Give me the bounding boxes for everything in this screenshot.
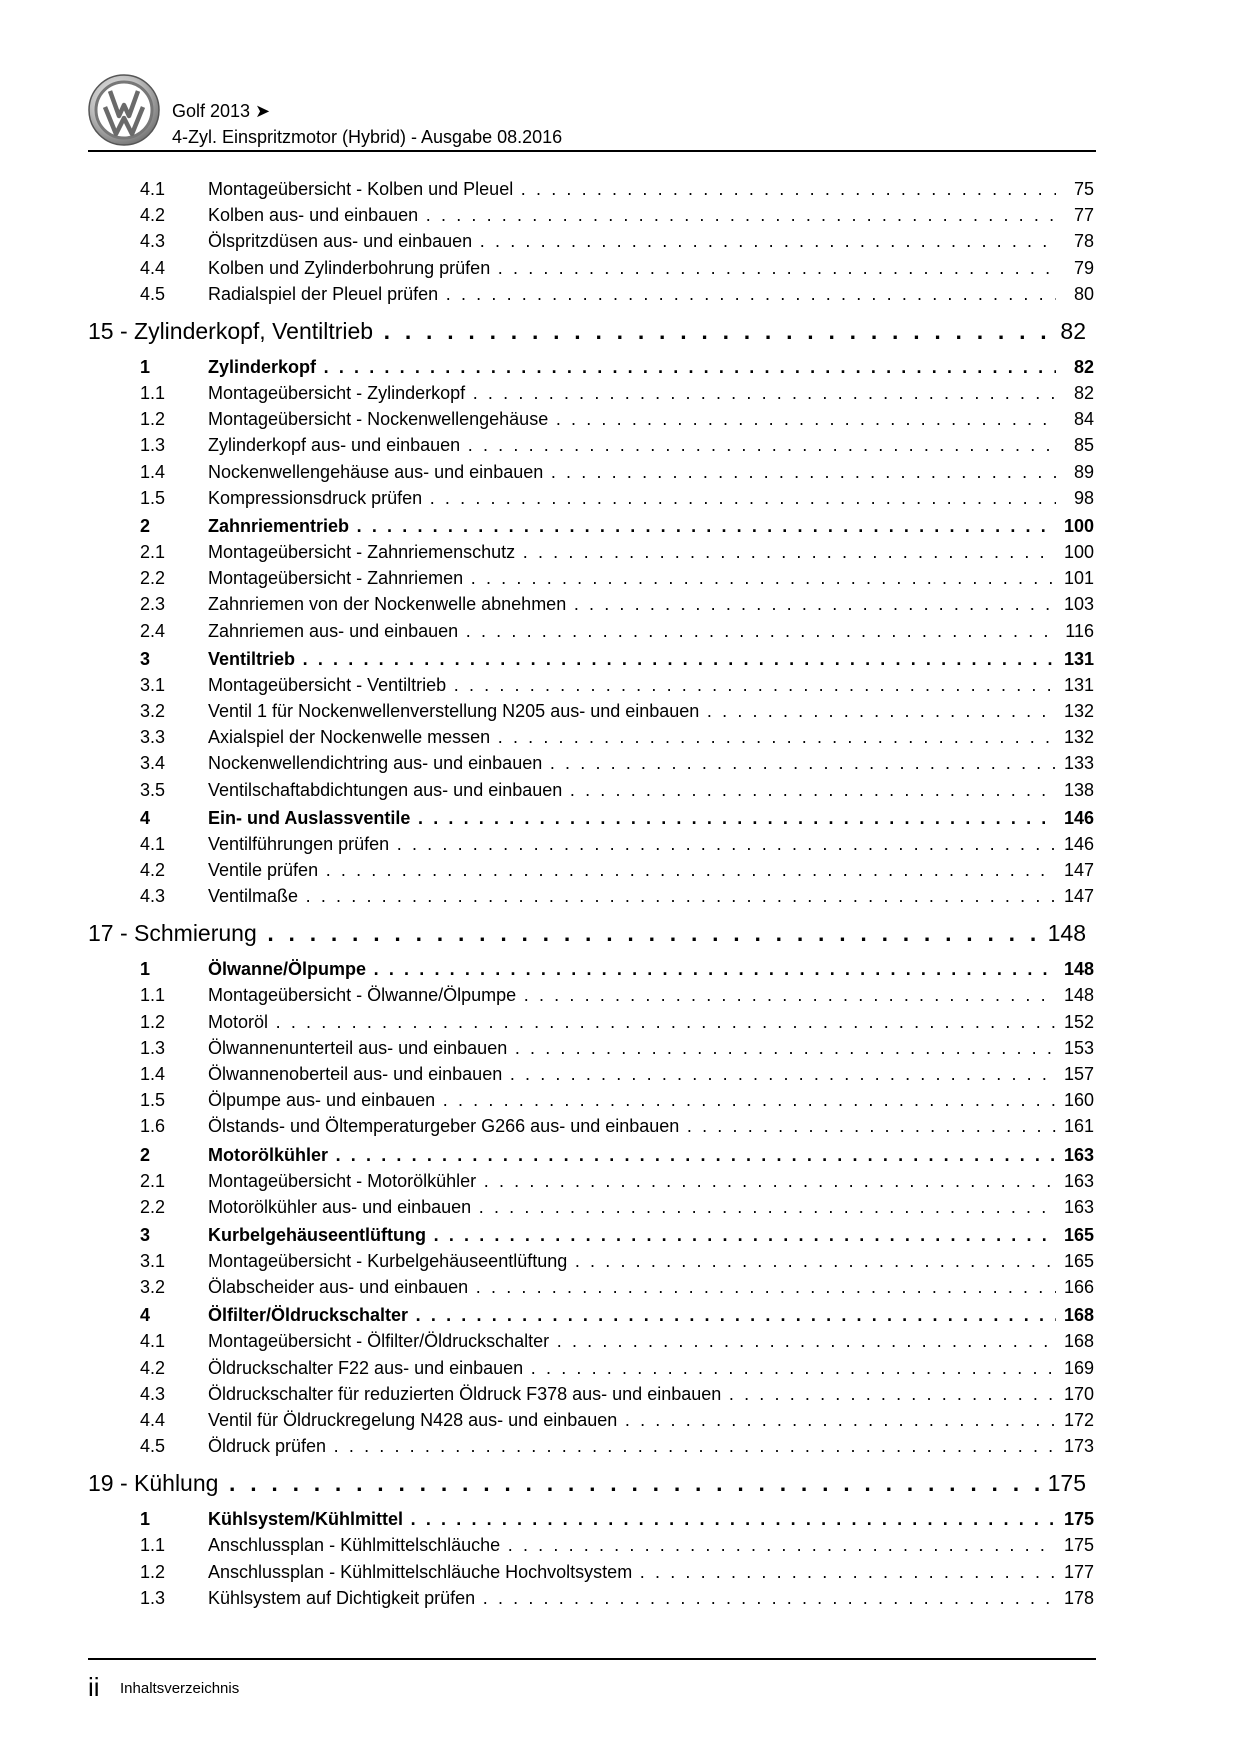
toc-page: 132	[1063, 701, 1094, 721]
toc-title: Zahnriementrieb . . .	[208, 514, 1056, 538]
toc-entry[interactable]	[140, 1586, 1100, 1610]
toc-entry[interactable]	[140, 1533, 1100, 1557]
toc-chapter-page: 82	[1060, 318, 1086, 344]
toc-page: 170	[1063, 1383, 1094, 1404]
toc-entry[interactable]	[140, 832, 1100, 856]
toc-entry[interactable]	[140, 1329, 1100, 1353]
toc-entry[interactable]	[140, 1010, 1100, 1034]
toc-page: 84	[1073, 409, 1094, 430]
toc-page: 177	[1063, 1561, 1094, 1582]
toc-title: Montageübersicht - Ölfilter/Öldruckschalter . . .	[208, 1329, 1056, 1353]
toc-number: 1.4	[140, 1064, 166, 1084]
toc-page: 146	[1063, 807, 1094, 828]
toc-number: 2.1	[140, 1170, 166, 1191]
toc-number: 1.1	[140, 985, 166, 1006]
toc-entry[interactable]	[140, 460, 1100, 484]
toc-entry[interactable]	[140, 1408, 1100, 1432]
toc-entry[interactable]	[140, 256, 1100, 280]
toc-section[interactable]	[140, 647, 1100, 671]
toc-title: Anschlussplan - Kühlmittelschläuche . . .	[208, 1533, 1056, 1557]
toc-entry[interactable]	[140, 1356, 1100, 1380]
toc-page: 166	[1063, 1277, 1094, 1298]
toc-page: 80	[1073, 283, 1094, 304]
toc-entry[interactable]	[140, 177, 1100, 201]
toc-page: 148	[1063, 959, 1094, 980]
toc-title: Ventiltrieb . . .	[208, 647, 1056, 671]
page-number: ii	[88, 1672, 100, 1702]
toc-page: 132	[1063, 727, 1094, 748]
toc-number: 2	[140, 516, 151, 536]
toc-number: 3.5	[140, 779, 166, 800]
document-subtitle: 4-Zyl. Einspritzmotor (Hybrid) - Ausgabe 08.2016	[172, 127, 563, 147]
toc-number: 1.1	[140, 1535, 166, 1556]
toc-entry[interactable]	[140, 1169, 1100, 1193]
toc-title: Motorölkühler . . .	[208, 1143, 1056, 1167]
toc-title: Kolben aus- und einbauen . . .	[208, 203, 1056, 227]
toc-title: Ölwannenoberteil aus- und einbauen . . .	[208, 1062, 1056, 1086]
toc-entry[interactable]	[140, 1114, 1100, 1138]
toc-page: 77	[1073, 205, 1094, 226]
toc-number: 1.6	[140, 1116, 166, 1137]
toc-title: Montageübersicht - Motorölkühler . . .	[208, 1169, 1056, 1193]
toc-number: 4.2	[140, 1357, 166, 1378]
toc-number: 4.2	[140, 205, 166, 226]
toc-chapter[interactable]	[88, 1466, 1098, 1500]
toc-page: 163	[1063, 1144, 1094, 1165]
toc-section[interactable]	[140, 957, 1100, 981]
toc-number: 4.5	[140, 1436, 166, 1457]
toc-number: 1.5	[140, 1090, 166, 1111]
toc-entry[interactable]	[140, 592, 1100, 616]
toc-page: 103	[1063, 594, 1094, 615]
toc-title: Kühlsystem/Kühlmittel . . .	[208, 1507, 1056, 1531]
toc-entry[interactable]	[140, 1062, 1100, 1086]
toc-number: 4.2	[140, 860, 166, 880]
toc-title: Kühlsystem auf Dichtigkeit prüfen . . .	[208, 1586, 1056, 1610]
toc-title: Zahnriemen von der Nockenwelle abnehmen . . .	[208, 592, 1056, 616]
toc-title: Nockenwellengehäuse aus- und einbauen . . .	[208, 460, 1056, 484]
toc-title: Öldruckschalter F22 aus- und einbauen . . .	[208, 1356, 1056, 1380]
toc-page: 165	[1063, 1251, 1094, 1271]
toc-number: 3.2	[140, 1277, 166, 1298]
document-title: Golf 2013 ➤	[172, 101, 271, 121]
toc-page: 133	[1063, 753, 1094, 774]
toc-entry[interactable]	[140, 673, 1100, 697]
toc-section[interactable]	[140, 1507, 1100, 1531]
toc-chapter-title: 19 - Kühlung . . .	[88, 1466, 1048, 1500]
toc-number: 3.1	[140, 674, 166, 695]
toc-page: 82	[1073, 357, 1094, 377]
toc-number: 1.2	[140, 1561, 166, 1582]
toc-entry[interactable]	[140, 540, 1100, 564]
toc-title: Radialspiel der Pleuel prüfen . . .	[208, 282, 1056, 306]
toc-entry[interactable]	[140, 778, 1100, 802]
toc-page: 165	[1063, 1225, 1094, 1245]
toc-chapter[interactable]	[88, 314, 1098, 348]
toc-page: 101	[1063, 568, 1094, 589]
toc-title: Anschlussplan - Kühlmittelschläuche Hochvoltsystem . . .	[208, 1560, 1056, 1584]
toc-title: Ölfilter/Öldruckschalter . . .	[208, 1303, 1056, 1327]
toc-page: 79	[1073, 257, 1094, 278]
toc-page: 78	[1073, 231, 1094, 252]
toc-page: 89	[1073, 461, 1094, 482]
toc-page: 173	[1063, 1436, 1094, 1457]
toc-title: Kompressionsdruck prüfen . . .	[208, 486, 1056, 510]
toc-page: 82	[1073, 383, 1094, 403]
toc-page: 175	[1063, 1535, 1094, 1556]
toc-number: 4.3	[140, 231, 166, 252]
toc-number: 4.3	[140, 1383, 166, 1404]
toc-entry[interactable]	[140, 699, 1100, 723]
toc-page: 148	[1063, 985, 1094, 1006]
toc-page: 75	[1073, 179, 1094, 199]
toc-title: Zahnriemen aus- und einbauen . . .	[208, 619, 1056, 643]
toc-number: 4.1	[140, 833, 166, 854]
toc-title: Kurbelgehäuseentlüftung . . .	[208, 1223, 1056, 1247]
toc-entry[interactable]	[140, 725, 1100, 749]
footer-label: Inhaltsverzeichnis	[120, 1680, 240, 1697]
toc-number: 1.3	[140, 1587, 166, 1608]
toc-title: Motoröl . . .	[208, 1010, 1056, 1034]
toc-title: Zylinderkopf aus- und einbauen . . .	[208, 433, 1056, 457]
toc-number: 3	[140, 1225, 151, 1245]
toc-chapter-title: 17 - Schmierung . . .	[88, 916, 1048, 950]
toc-title: Ventilführungen prüfen . . .	[208, 832, 1056, 856]
toc-number: 3	[140, 648, 151, 669]
toc-page: 169	[1063, 1357, 1094, 1378]
toc-page: 163	[1063, 1196, 1094, 1217]
toc-entry[interactable]	[140, 433, 1100, 457]
toc-number: 1.4	[140, 461, 166, 482]
toc-chapter[interactable]	[88, 916, 1098, 950]
toc-page: 152	[1063, 1011, 1094, 1032]
toc-title: Ventilmaße . . .	[208, 884, 1056, 908]
footer-divider	[88, 1658, 1096, 1660]
toc-title: Montageübersicht - Kurbelgehäuseentlüftung . . .	[208, 1249, 1056, 1273]
toc-entry[interactable]	[140, 1249, 1100, 1273]
toc-title: Ventilschaftabdichtungen aus- und einbauen . . .	[208, 778, 1056, 802]
toc-title: Ein- und Auslassventile . . .	[208, 806, 1056, 830]
toc-entry[interactable]	[140, 381, 1100, 405]
toc-entry[interactable]	[140, 282, 1100, 306]
toc-title: Montageübersicht - Nockenwellengehäuse . . .	[208, 407, 1056, 431]
toc-number: 1	[140, 357, 151, 377]
toc-title: Ventil für Öldruckregelung N428 aus- und einbauen . . .	[208, 1408, 1056, 1432]
toc-number: 2.2	[140, 568, 166, 589]
toc-title: Ölwannenunterteil aus- und einbauen . . .	[208, 1036, 1056, 1060]
toc-number: 2.4	[140, 620, 166, 641]
toc-page: 116	[1065, 620, 1094, 641]
toc-entry[interactable]	[140, 203, 1100, 227]
toc-section[interactable]	[140, 355, 1100, 379]
toc-page: 175	[1063, 1509, 1094, 1530]
toc-section[interactable]	[140, 1143, 1100, 1167]
toc-number: 3.2	[140, 701, 166, 721]
toc-number: 1.3	[140, 435, 166, 456]
toc-section[interactable]	[140, 806, 1100, 830]
toc-title: Zylinderkopf . . .	[208, 355, 1056, 379]
toc-title: Montageübersicht - Kolben und Pleuel . . .	[208, 177, 1056, 201]
toc-page: 161	[1063, 1116, 1094, 1137]
toc-entry[interactable]	[140, 1560, 1100, 1584]
toc-number: 4.5	[140, 283, 166, 304]
toc-page: 85	[1073, 435, 1094, 456]
toc-number: 1	[140, 1509, 151, 1530]
toc-entry[interactable]	[140, 1195, 1100, 1219]
toc-entry[interactable]	[140, 751, 1100, 775]
toc-chapter-page: 175	[1047, 1470, 1086, 1497]
toc-number: 1.2	[140, 409, 166, 430]
toc-page: 138	[1063, 779, 1094, 800]
toc-page: 146	[1063, 833, 1094, 854]
toc-section[interactable]	[140, 1303, 1100, 1327]
toc-page: 131	[1063, 648, 1094, 669]
toc-number: 4.1	[140, 1331, 166, 1352]
toc-number: 4.4	[140, 1410, 166, 1430]
toc-page: 147	[1063, 860, 1094, 880]
toc-entry[interactable]	[140, 1382, 1100, 1406]
toc-page: 100	[1063, 516, 1094, 536]
toc-page: 160	[1063, 1090, 1094, 1111]
toc-entry[interactable]	[140, 486, 1100, 510]
toc-title: Kolben und Zylinderbohrung prüfen . . .	[208, 256, 1056, 280]
toc-page: 147	[1063, 886, 1094, 907]
toc-number: 3.4	[140, 753, 166, 774]
toc-number: 2	[140, 1144, 151, 1165]
toc-title: Montageübersicht - Zahnriemenschutz . . .	[208, 540, 1056, 564]
toc-entry[interactable]	[140, 1036, 1100, 1060]
toc-title: Nockenwellendichtring aus- und einbauen . . .	[208, 751, 1056, 775]
toc-entry[interactable]	[140, 884, 1100, 908]
toc-page: 163	[1063, 1170, 1094, 1191]
toc-title: Motorölkühler aus- und einbauen . . .	[208, 1195, 1056, 1219]
toc-entry[interactable]	[140, 1434, 1100, 1458]
toc-number: 1	[140, 959, 151, 980]
toc-title: Montageübersicht - Ventiltrieb . . .	[208, 673, 1056, 697]
toc-page: 178	[1063, 1587, 1094, 1608]
toc-chapter-title: 15 - Zylinderkopf, Ventiltrieb . . .	[88, 314, 1048, 348]
toc-title: Ölspritzdüsen aus- und einbauen . . .	[208, 229, 1056, 253]
toc-number: 3.1	[140, 1251, 166, 1271]
toc-number: 1.5	[140, 487, 166, 508]
toc-section[interactable]	[140, 1223, 1100, 1247]
toc-title: Ölabscheider aus- und einbauen . . .	[208, 1275, 1056, 1299]
toc-title: Montageübersicht - Zahnriemen . . .	[208, 566, 1056, 590]
toc-page: 168	[1063, 1331, 1094, 1352]
toc-number: 3.3	[140, 727, 166, 748]
toc-section[interactable]	[140, 514, 1100, 538]
toc-entry[interactable]	[140, 1088, 1100, 1112]
toc-page: 131	[1063, 674, 1094, 695]
toc-number: 1.2	[140, 1011, 166, 1032]
toc-number: 2.3	[140, 594, 166, 615]
toc-page: 172	[1063, 1410, 1094, 1430]
toc-title: Ölpumpe aus- und einbauen . . .	[208, 1088, 1056, 1112]
toc-title: Ventil 1 für Nockenwellenverstellung N205 aus- und einbauen . . .	[208, 699, 1056, 723]
toc-page: 100	[1063, 542, 1094, 562]
toc-page: 153	[1063, 1037, 1094, 1058]
toc-entry[interactable]	[140, 566, 1100, 590]
toc-number: 4	[140, 807, 151, 828]
toc-entry[interactable]	[140, 983, 1100, 1007]
toc-number: 4.1	[140, 179, 166, 199]
toc-title: Montageübersicht - Zylinderkopf . . .	[208, 381, 1056, 405]
toc-title: Montageübersicht - Ölwanne/Ölpumpe . . .	[208, 983, 1056, 1007]
toc-title: Axialspiel der Nockenwelle messen . . .	[208, 725, 1056, 749]
toc-page: 157	[1063, 1064, 1094, 1084]
toc-number: 4.4	[140, 257, 166, 278]
toc-number: 1.3	[140, 1037, 166, 1058]
toc-entry[interactable]	[140, 407, 1100, 431]
toc-number: 1.1	[140, 383, 166, 403]
toc-title: Öldruck prüfen . . .	[208, 1434, 1056, 1458]
toc-number: 2.2	[140, 1196, 166, 1217]
toc-page: 98	[1073, 487, 1094, 508]
toc-entry[interactable]	[140, 1275, 1100, 1299]
toc-title: Öldruckschalter für reduzierten Öldruck F378 aus- und einbauen . . .	[208, 1382, 1056, 1406]
toc-number: 4.3	[140, 886, 166, 907]
toc-title: Ölwanne/Ölpumpe . . .	[208, 957, 1056, 981]
toc-chapter-page: 148	[1047, 920, 1086, 947]
toc-title: Ventile prüfen . . .	[208, 858, 1056, 882]
toc-entry[interactable]	[140, 858, 1100, 882]
toc-entry[interactable]	[140, 229, 1100, 253]
toc-title: Ölstands- und Öltemperaturgeber G266 aus- und einbauen . . .	[208, 1114, 1056, 1138]
toc-number: 4	[140, 1305, 151, 1326]
toc-number: 2.1	[140, 542, 166, 562]
toc-page: 168	[1063, 1305, 1094, 1326]
toc-entry[interactable]	[140, 619, 1100, 643]
